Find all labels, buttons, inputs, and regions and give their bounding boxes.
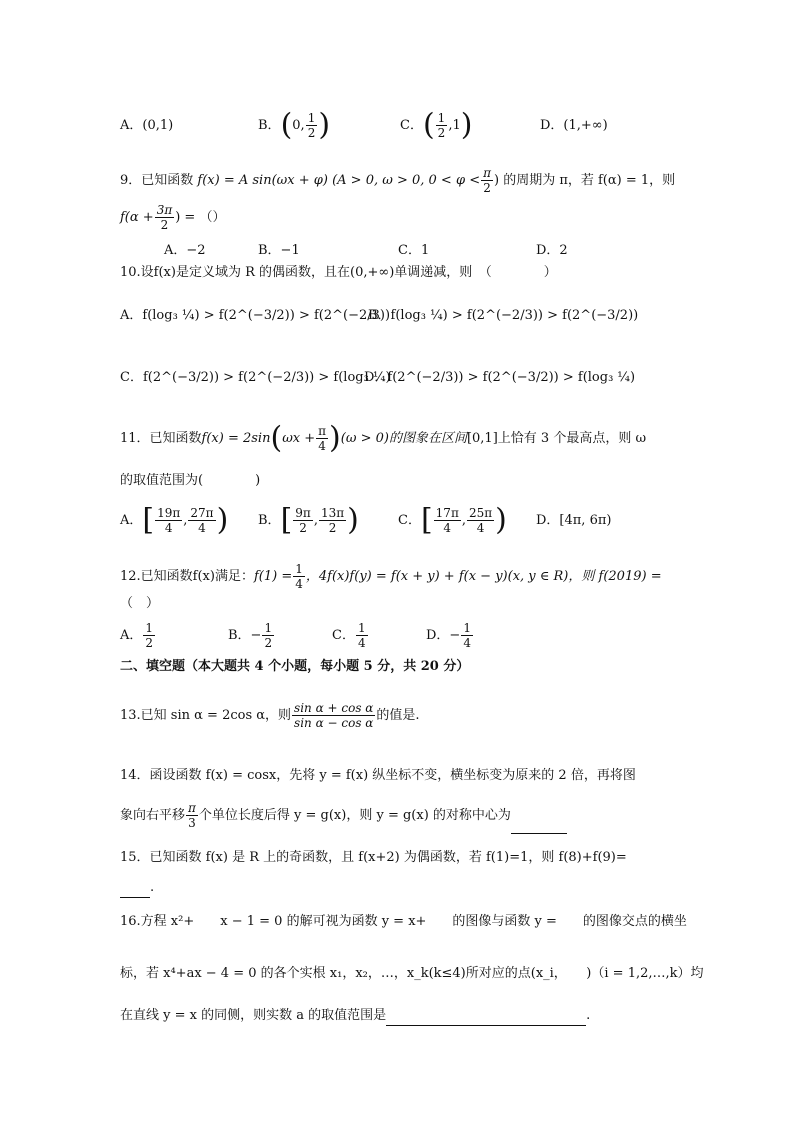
q12-stem: 12.已知函数f(x)满足：f(1) = $\frac{1}{4}$ ，4f(x)f(y) = f(x + y) + f(x − y)(x, y ∈ R)，则 f(2019) =: [120, 562, 662, 591]
q9-option-c: C．1: [398, 243, 430, 258]
q14-line1: 14．函设函数 f(x) = cosx，先将 y = f(x) 纵坐标不变，横坐标变为原来的 2 倍，再将图: [120, 768, 636, 783]
q10-option-d: D．f(2^(−2/3)) > f(2^(−3/2)) > f(log₃ ¼): [364, 370, 636, 385]
q14-line2: 象向右平移 $\frac{\pi}{3}$ 个单位长度后得 y = g(x)，则 y = g(x) 的对称中心为: [120, 798, 567, 834]
q10-option-c: C．f(2^(−3/2)) > f(2^(−2/3)) > f(log₃ ¼): [120, 370, 391, 385]
section-heading-fill-in: 二、填空题（本大题共 4 个小题，每小题 5 分，共 20 分）: [120, 659, 470, 674]
q12-option-b: B．− $\frac{1}{2}$: [228, 621, 273, 650]
q13-stem: 13.已知 sin α = 2cos α，则 $\frac{\text{sin α + cos α}}{\text{sin α − cos α}}$ 的值是.: [120, 701, 420, 730]
q11-stem: 11．已知函数f(x) = 2sin(ωx + $\frac{\pi}{4}$ )(ω > 0)的图象在区间[0,1]上恰有 3 个最高点，则 ω: [120, 420, 647, 456]
q16-answer-blank[interactable]: [386, 1011, 586, 1026]
q8-option-c: C．( $\frac{1}{2}$ ,1): [400, 107, 473, 143]
q10-option-a: A．f(log₃ ¼) > f(2^(−3/2)) > f(2^(−2/3)): [120, 308, 391, 323]
q14-answer-blank[interactable]: [511, 819, 567, 834]
q11-option-c: C．[ $\frac{17\pi}{4}$ , $\frac{25\pi}{4}$ ): [398, 502, 507, 538]
q11-line2: 的取值范围为( ): [120, 473, 261, 488]
q11-option-b: B．[ $\frac{9\pi}{2}$ , $\frac{13\pi}{2}$ ): [258, 502, 359, 538]
q10-option-b: B．f(log₃ ¼) > f(2^(−2/3)) > f(2^(−3/2)): [368, 308, 639, 323]
q15-line1: 15．已知函数 f(x) 是 R 上的奇函数，且 f(x+2) 为偶函数，若 f(1)=1，则 f(8)+f(9)=: [120, 850, 627, 865]
q12-option-d: D．− $\frac{1}{4}$: [426, 621, 471, 650]
q15-answer-blank[interactable]: .: [120, 878, 154, 898]
q8-option-b: B．(0, $\frac{1}{2}$ ): [258, 107, 331, 143]
q9-ask: f(α + $\frac{3\pi}{2}$ ) = （）: [120, 203, 226, 232]
q8-option-a: A．(0,1): [120, 118, 174, 133]
q9-option-d: D．2: [536, 243, 568, 258]
q16-line2: 标，若 x⁴+ax − 4 = 0 的各个实根 x₁，x₂，…，x_k(k≤4)所对应的点(x_i， )（i = 1,2,…,k）均: [120, 966, 704, 981]
q11-option-a: A．[ $\frac{19\pi}{4}$ , $\frac{27\pi}{4}$ ): [120, 502, 229, 538]
q12-option-a: A． $\frac{1}{2}$: [120, 621, 154, 650]
q9-option-b: B．−1: [258, 243, 300, 258]
q12-option-c: C． $\frac{1}{4}$: [332, 621, 366, 650]
q16-line3: 在直线 y = x 的同侧，则实数 a 的取值范围是 .: [120, 1006, 590, 1026]
q16-line1: 16.方程 x²+ x − 1 = 0 的解可视为函数 y = x+ 的图像与函数 y = 的图像交点的横坐: [120, 914, 687, 929]
q10-stem: 10.设f(x)是定义域为 R 的偶函数，且在(0,+∞)单调递减，则 （ ）: [120, 265, 557, 280]
q9-option-a: A．−2: [164, 243, 206, 258]
q11-option-d: D．[4π, 6π): [536, 513, 612, 528]
q9-stem: 9．已知函数 f(x) = A sin(ωx + φ) (A > 0, ω > 0, 0 < φ < $\frac{\pi}{2}$ ) 的周期为 π，若 f(α) = 1，则: [120, 166, 676, 195]
q12-paren: （ ）: [120, 596, 160, 611]
q8-option-d: D．(1,+∞): [540, 118, 608, 133]
